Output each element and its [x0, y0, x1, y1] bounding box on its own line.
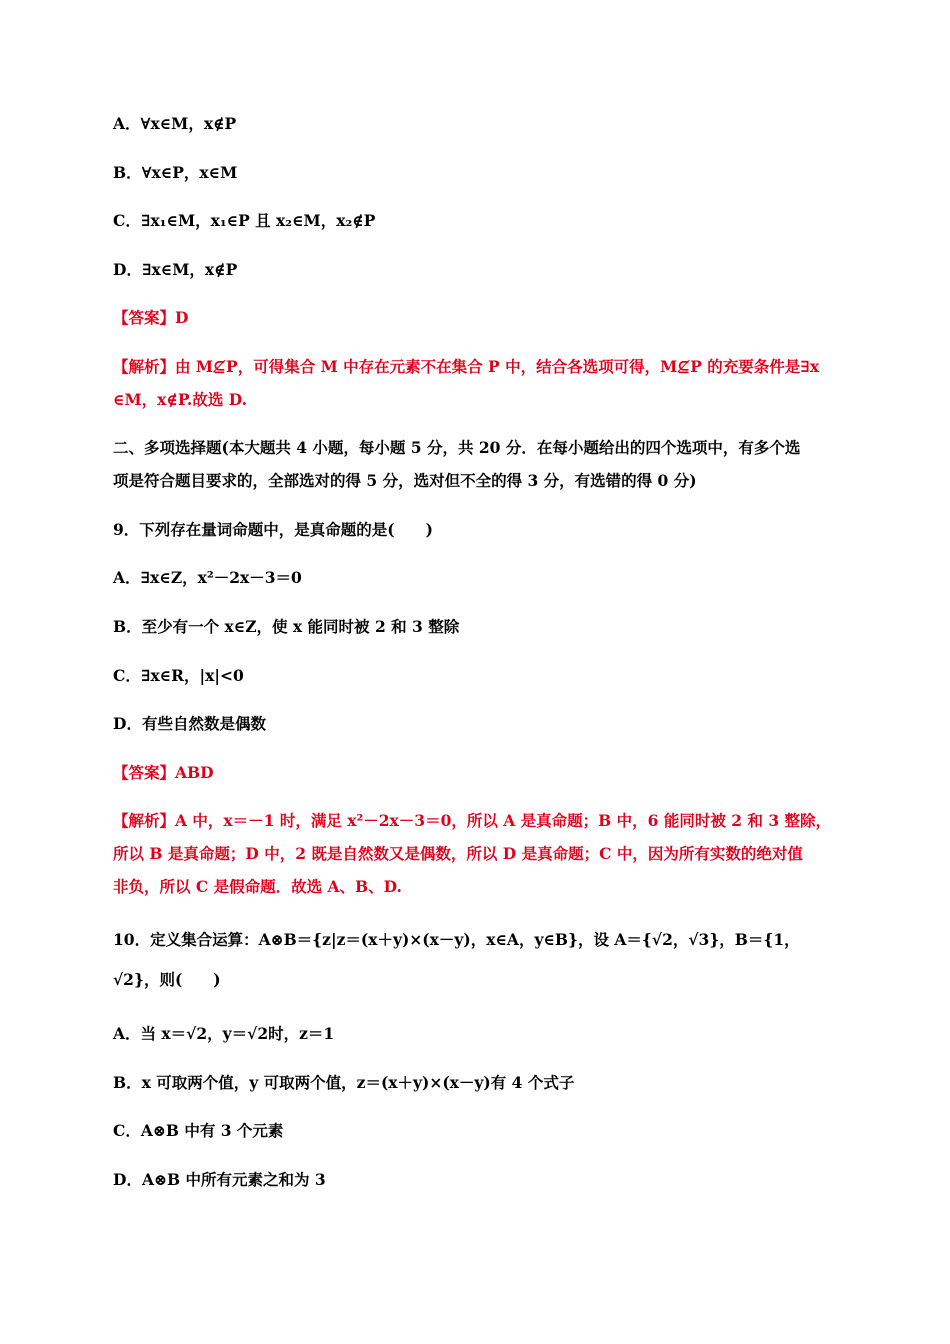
q9-option-a: A．∃x∈Z，x²－2x－3＝0 [113, 568, 302, 587]
section2-heading-line-2: 项是符合题目要求的，全部选对的得 5 分，选对但不全的得 3 分，有选错的得 0 分) [113, 471, 697, 490]
q9-option-b: B．至少有一个 x∈Z，使 x 能同时被 2 和 3 整除 [113, 617, 460, 636]
q9-analysis-line-3: 非负，所以 C 是假命题．故选 A、B、D. [113, 877, 402, 896]
section2-heading-line-1: 二、多项选择题(本大题共 4 小题，每小题 5 分，共 20 分．在每小题给出的四个选项中，有多个选 [113, 438, 801, 457]
q8-answer: 【答案】D [113, 308, 189, 327]
q9-analysis-line-2: 所以 B 是真命题；D 中，2 既是自然数又是偶数，所以 D 是真命题；C 中，因为所有实数的绝对值 [113, 844, 803, 863]
q8-analysis-line-2: ∈M，x∉P.故选 D. [113, 390, 248, 409]
q8-option-c: C．∃x₁∈M，x₁∈P 且 x₂∈M，x₂∉P [113, 211, 376, 230]
q10-option-d: D．A⊗B 中所有元素之和为 3 [113, 1170, 326, 1189]
q10-stem-line-2: √2}，则( ) [113, 970, 221, 989]
q9-option-c: C．∃x∈R，|x|<0 [113, 666, 244, 685]
q8-option-b: B．∀x∈P，x∈M [113, 163, 238, 182]
q9-option-d: D．有些自然数是偶数 [113, 714, 266, 733]
q10-stem-line-1: 10．定义集合运算：A⊗B＝{z|z＝(x＋y)×(x－y)，x∈A，y∈B}，设 A＝{√2，√3}，B＝{1， [113, 930, 800, 949]
q8-option-d: D．∃x∈M，x∉P [113, 260, 238, 279]
q10-option-c: C．A⊗B 中有 3 个元素 [113, 1121, 284, 1140]
q8-analysis-line-1: 【解析】由 M⊈P，可得集合 M 中存在元素不在集合 P 中，结合各选项可得，M⊈P 的充要条件是∃x [113, 357, 820, 376]
q9-analysis-line-1: 【解析】A 中，x＝－1 时，满足 x²－2x－3＝0，所以 A 是真命题；B 中，6 能同时被 2 和 3 整除， [113, 811, 832, 830]
q9-stem: 9．下列存在量词命题中，是真命题的是( ) [113, 520, 433, 539]
q9-answer: 【答案】ABD [113, 763, 214, 782]
q8-option-a: A．∀x∈M，x∉P [113, 114, 237, 133]
q10-option-a: A．当 x＝√2，y＝√2时，z＝1 [113, 1024, 335, 1043]
q10-option-b: B．x 可取两个值，y 可取两个值，z＝(x＋y)×(x－y)有 4 个式子 [113, 1073, 575, 1092]
